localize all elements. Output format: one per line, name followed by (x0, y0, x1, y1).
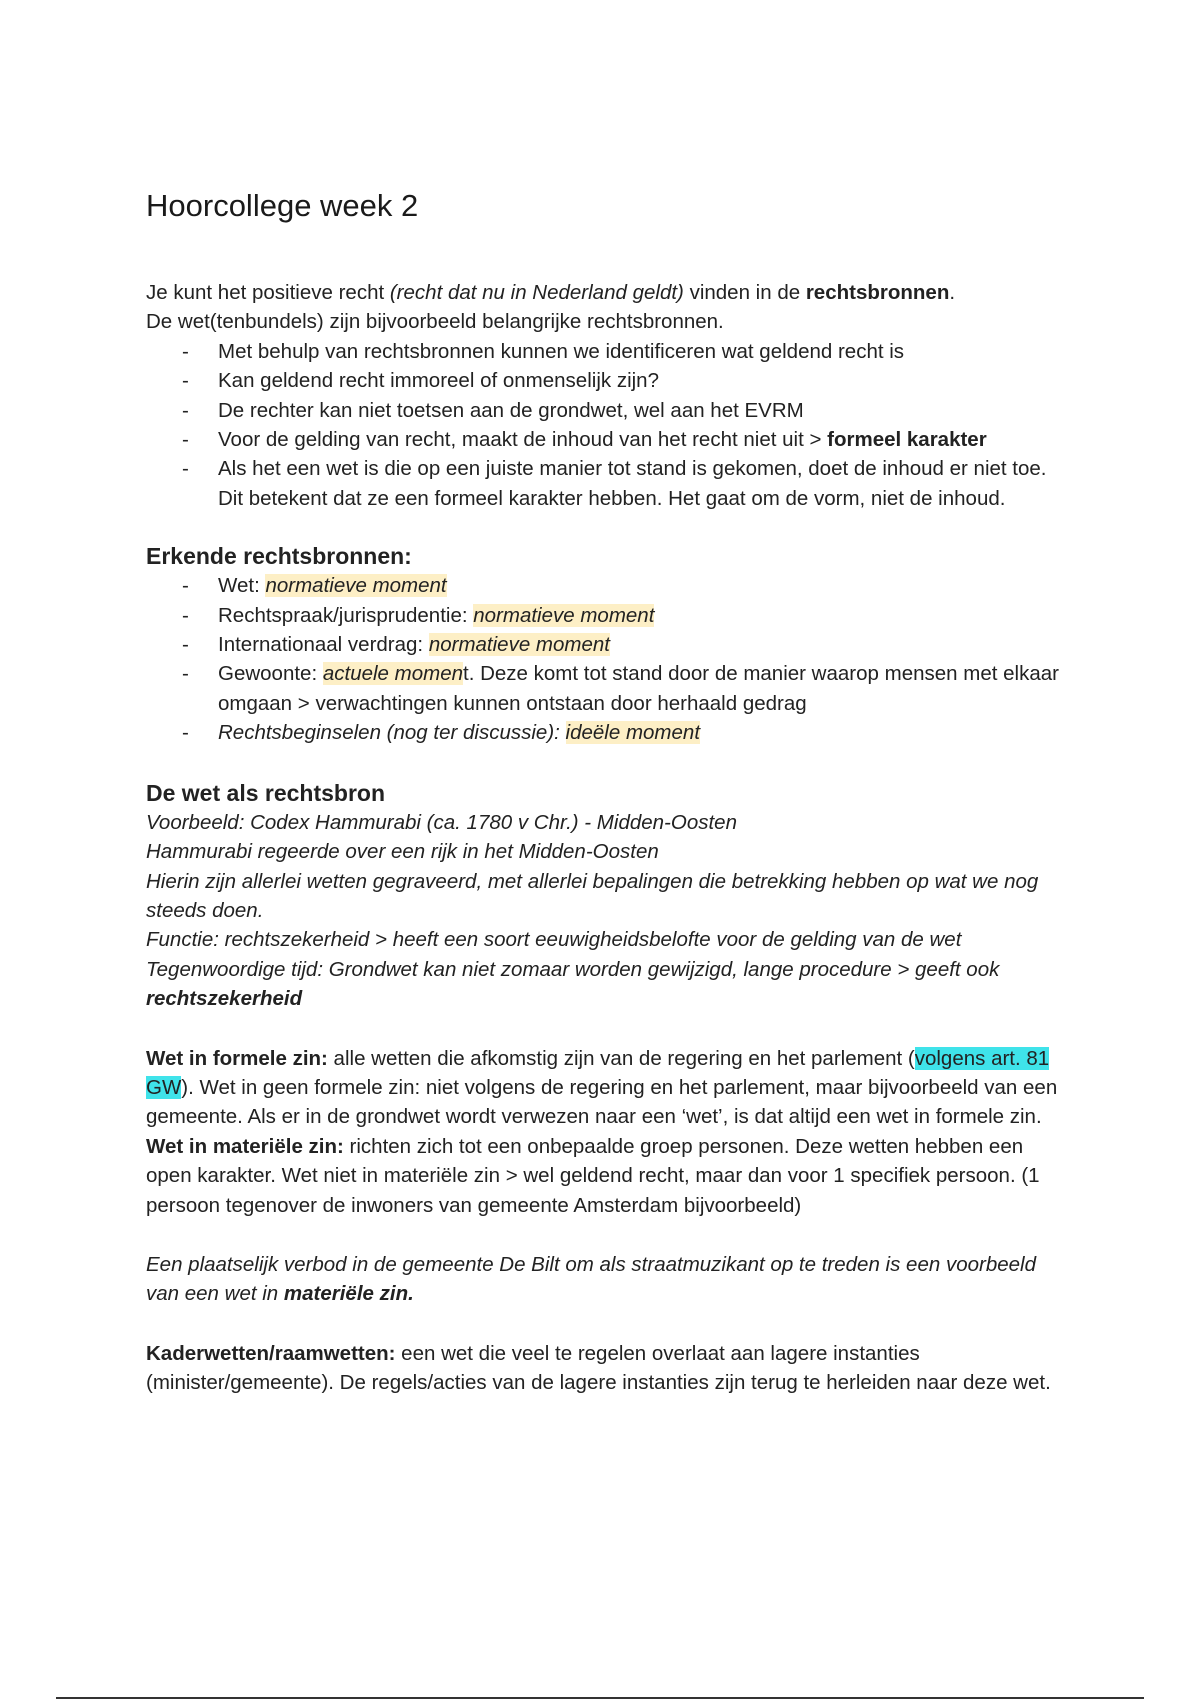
highlight-yellow: normatieve moment (428, 633, 610, 657)
highlight-yellow: normatieve moment (265, 574, 447, 598)
page-bottom-divider (56, 1697, 1144, 1699)
list-item (218, 630, 1066, 659)
erkende-list (146, 571, 1066, 747)
document-title: Hoorcollege week 2 (146, 188, 419, 223)
spacer (146, 1014, 1066, 1044)
highlight-yellow: normatieve moment (473, 603, 655, 627)
paragraph-text: richten zich tot een onbepaalde groep personen. Deze wetten hebben een open karakter. Wet niet in materiële zin > wel geldend recht, maar dan voor 1 specifiek persoon. (1 persoon tegenover de inwoners van gemeente Amsterdam bijvoorbeeld) (146, 1134, 1040, 1217)
intro-line-2: De wet(tenbundels) zijn bijvoorbeeld belangrijke rechtsbronnen. (146, 310, 724, 334)
paragraph: Hammurabi regeerde over een rijk in het Midden-Oosten (146, 840, 659, 864)
spacer (146, 1220, 1066, 1250)
highlight-yellow: ideële moment (565, 721, 701, 745)
list-item-label: Wet: (218, 574, 266, 598)
paragraph-materiele-zin (146, 1132, 1066, 1220)
highlight-yellow: actuele momen (322, 662, 464, 686)
paragraph-example (146, 1250, 1066, 1309)
paragraph-text: ). Wet in geen formele zin: niet volgens de regering en het parlement, maar bijvoorbeeld van een gemeente. Als er in de grondwet wordt verwezen naar een ‘wet’, is dat altijd een wet in formele zin. (146, 1075, 1058, 1129)
paragraph-text: een wet die veel te regelen overlaat aan lagere instanties (minister/gemeente). De regels/acties van de lagere instanties zijn terug te herleiden naar deze wet. (146, 1341, 1051, 1395)
term-label: Wet in formele zin: (146, 1046, 328, 1070)
list-item (218, 659, 1066, 718)
paragraph-kaderwetten (146, 1339, 1066, 1398)
intro-line-1 (146, 278, 1066, 307)
list-item: - De rechter kan niet toetsen aan de grondwet, wel aan het EVRM (218, 396, 1066, 425)
section-heading-erkende: Erkende rechtsbronnen: (146, 543, 412, 570)
list-item: - Kan geldend recht immoreel of onmenselijk zijn? (218, 366, 1066, 395)
intro-bold-rechtsbronnen: rechtsbronnen (805, 281, 950, 304)
intro-period: . (949, 281, 956, 304)
list-item-label: Rechtspraak/jurisprudentie: (218, 603, 474, 627)
intro-text: Je kunt het positieve recht (146, 281, 390, 304)
paragraph-text: alle wetten die afkomstig zijn van de regering en het parlement ( (327, 1046, 915, 1070)
list-item-text: Voor de gelding van recht, maakt de inhoud van het recht niet uit > (218, 428, 828, 452)
list-item (218, 425, 1066, 454)
list-item (218, 571, 1066, 600)
list-item-bold: formeel karakter (827, 428, 987, 452)
paragraph-bold: rechtszekerheid (146, 987, 303, 1011)
spacer (146, 513, 1066, 541)
list-item: - Met behulp van rechtsbronnen kunnen we identificeren wat geldend recht is (218, 337, 1066, 366)
paragraph-bold: materiële zin. (283, 1282, 414, 1306)
list-item-text: t. Deze komt tot stand door de manier waarop mensen met elkaar omgaan > verwachtingen kunnen ontstaan door herhaald gedrag (218, 662, 1059, 715)
list-item-label-italic: Rechtsbeginselen (nog ter discussie): (218, 721, 566, 745)
wet-bron-body (146, 808, 1066, 1014)
list-item: - Als het een wet is die op een juiste manier tot stand is gekomen, doet de inhoud er niet toe. Dit betekent dat ze een formeel karakter hebben. Het gaat om de vorm, niet de inhoud. (218, 454, 1066, 513)
spacer (146, 1309, 1066, 1339)
paragraph (146, 955, 1066, 1014)
document-page (146, 186, 1066, 1398)
intro-text-mid: vinden in de (683, 281, 806, 304)
term-label: Kaderwetten/raamwetten: (146, 1341, 396, 1365)
intro-bullet-list (146, 337, 1066, 513)
paragraph: Functie: rechtszekerheid > heeft een soort eeuwigheidsbelofte voor de gelding van de wet (146, 928, 962, 952)
list-item (218, 718, 1066, 747)
list-item-label: Gewoonte: (218, 662, 323, 686)
intro-italic: (recht dat nu in Nederland geldt) (389, 281, 684, 304)
list-item (218, 601, 1066, 630)
paragraph: Voorbeeld: Codex Hammurabi (ca. 1780 v Chr.) - Midden-Oosten (146, 810, 737, 834)
paragraph-text: Een plaatselijk verbod in de gemeente De Bilt om als straatmuzikant op te treden is een voorbeeld van een wet in (146, 1252, 1036, 1306)
highlight-cyan: volgens art. 81 GW (146, 1046, 1050, 1099)
paragraph-formele-zin (146, 1044, 1066, 1132)
paragraph-text: Tegenwoordige tijd: Grondwet kan niet zomaar worden gewijzigd, lange procedure > geeft ook (146, 957, 1000, 981)
paragraph: Hierin zijn allerlei wetten gegraveerd, met allerlei bepalingen die betrekking hebben op wat we nog steeds doen. (146, 869, 1039, 922)
section-heading-wet-als-rechtsbron: De wet als rechtsbron (146, 779, 386, 806)
spacer (146, 748, 1066, 778)
term-label: Wet in materiële zin: (146, 1134, 344, 1158)
list-item-label: Internationaal verdrag: (218, 633, 429, 657)
